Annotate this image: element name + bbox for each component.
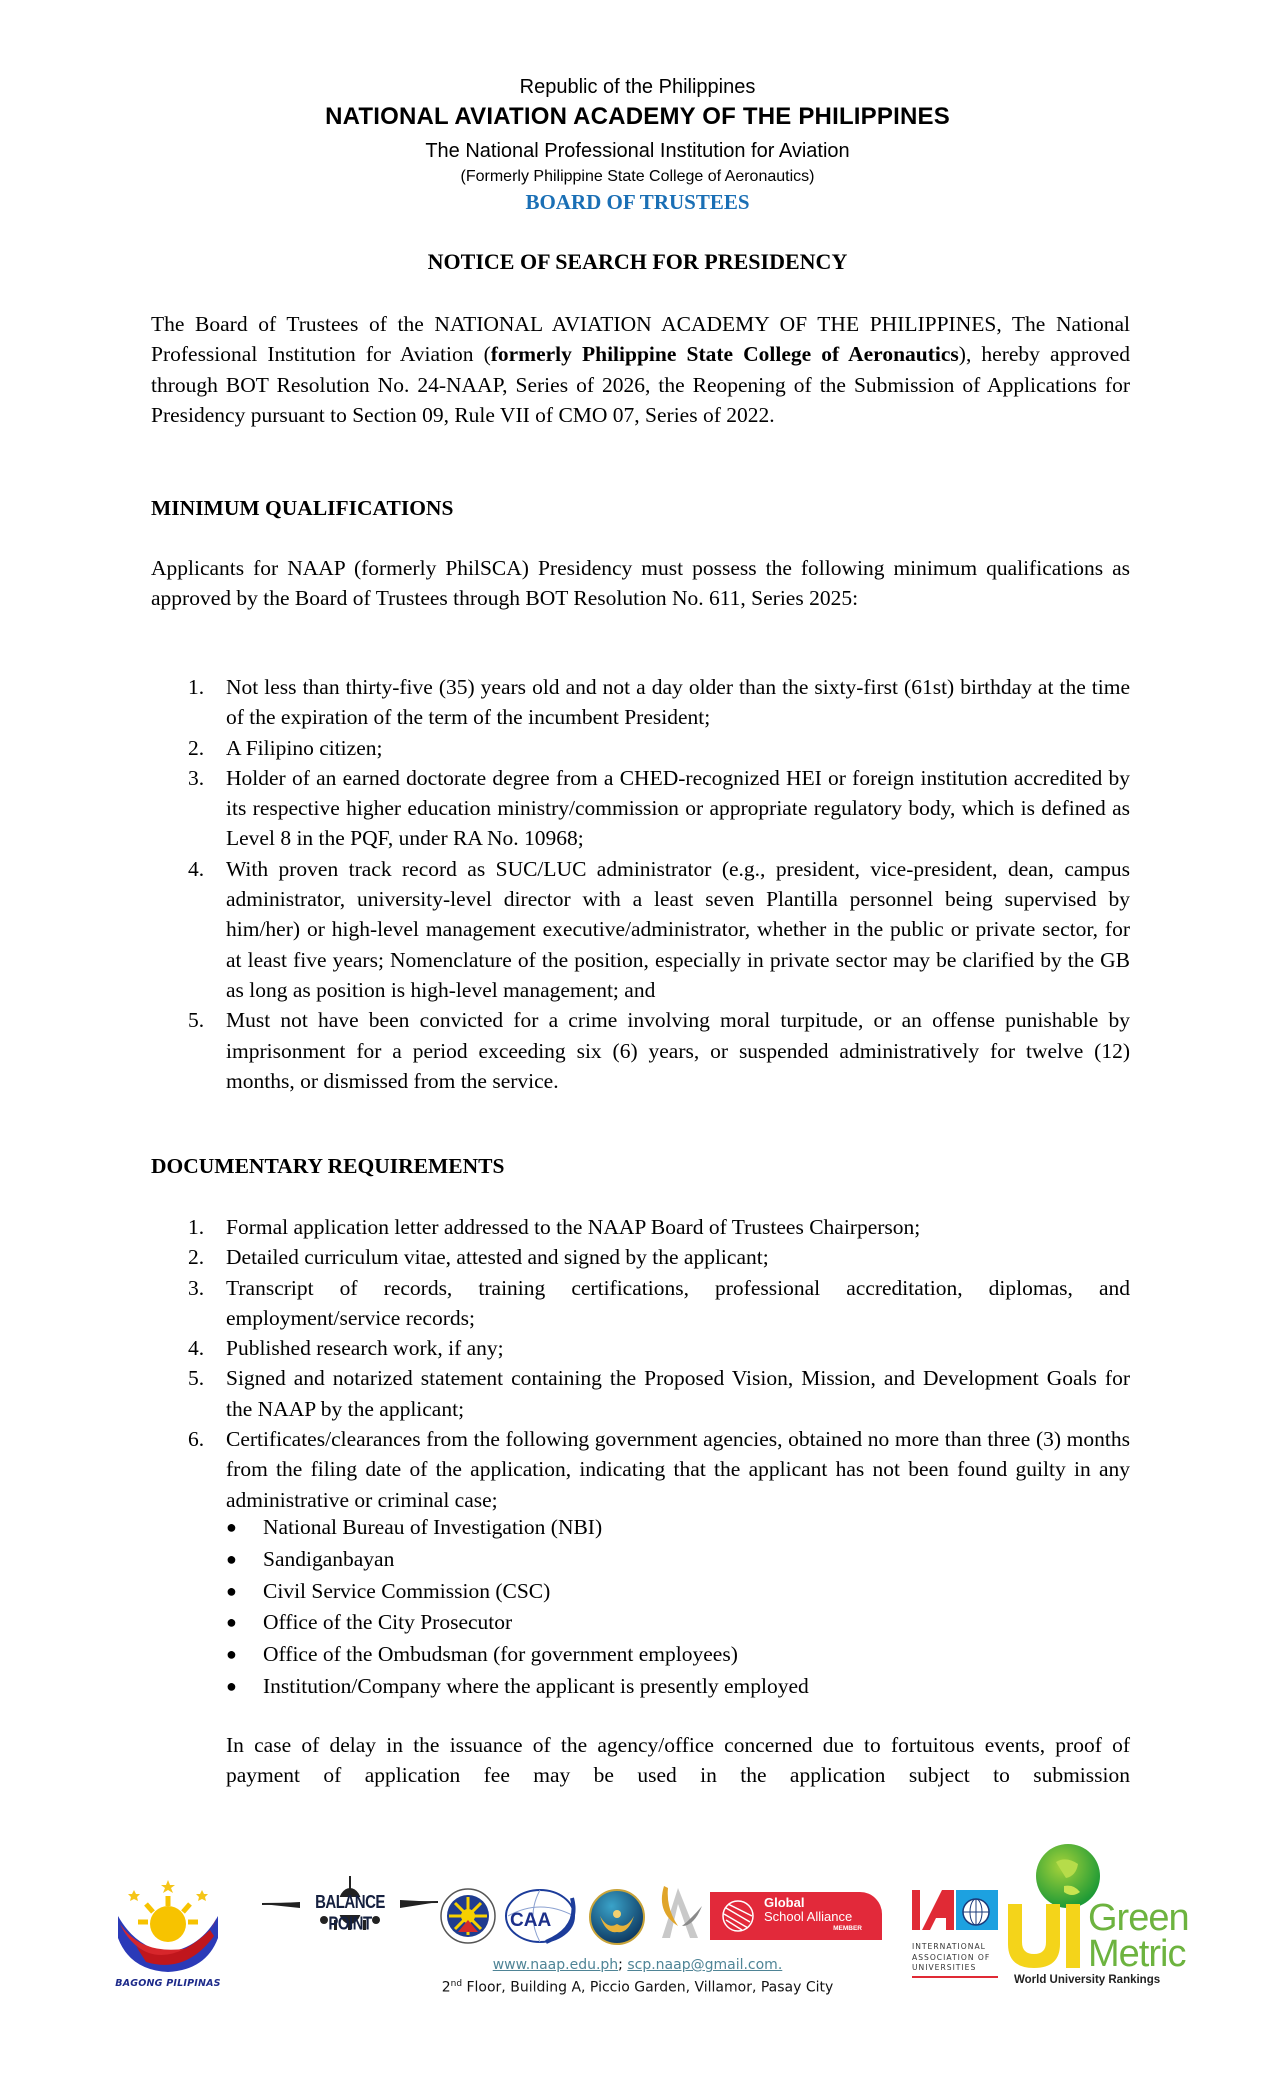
- bullet-icon: ●: [226, 1644, 237, 1665]
- list-item-text: With proven track record as SUC/LUC administrator (e.g., president, vice-president, dean, campus administrator, university-level director with a least seven Plantilla personnel being supervised by him/her) or high-level management executive/administrator, whether in the public or private sector, for at least five years; Nomenclature of the position, especially in private sector may be clarified by the GB as long as position is high-level management; and: [226, 856, 1130, 1002]
- winged-a-icon: [654, 1882, 706, 1946]
- list-number: 4.: [188, 1336, 205, 1361]
- list-number: 3.: [188, 765, 205, 790]
- list-item: [151, 1005, 1130, 1096]
- caa-text: CAA: [510, 1910, 552, 1931]
- intro-bold-text: formerly Philippine State College of Aeronautics: [490, 342, 959, 367]
- aaccup-seal-icon: [588, 1888, 646, 1946]
- header-republic: Republic of the Philippines: [519, 76, 756, 98]
- address-text: Floor, Building A, Piccio Garden, Villamor, Pasay City: [462, 1979, 834, 1996]
- agencies-list-block: [151, 1512, 1130, 1703]
- agency-item: [151, 1671, 1130, 1703]
- list-item: [151, 733, 1130, 763]
- list-item-text: Not less than thirty-five (35) years old and not a day older than the sixty-first (61st) birthday at the time of the expiration of the term of the incumbent President;: [226, 675, 1130, 730]
- list-item: [151, 672, 1130, 733]
- address-floor-suffix: nd: [450, 1979, 463, 1989]
- balance-point-text: BALANCE POINT: [315, 1891, 385, 1935]
- greenmetric-text-metric: Metric: [1088, 1933, 1186, 1975]
- list-item: [151, 1424, 1130, 1515]
- agencies-list: [151, 1512, 1130, 1703]
- link-separator: ;: [618, 1957, 628, 1973]
- iau-divider: [912, 1976, 998, 1978]
- bullet-icon: ●: [226, 1548, 237, 1569]
- list-item-text: Must not have been convicted for a crime involving moral turpitude, or an offense punishable by imprisonment for a period exceeding six (6) years, or suspended administratively for twelve (12) months, or dismissed from the service.: [226, 1008, 1130, 1093]
- iau-text-line2: ASSOCIATION OF: [912, 1952, 991, 1962]
- header-board-of-trustees: BOARD OF TRUSTEES: [525, 190, 750, 214]
- bullet-icon: ●: [226, 1675, 237, 1696]
- agency-text: Office of the City Prosecutor: [263, 1610, 513, 1635]
- list-number: 1.: [188, 1215, 205, 1239]
- list-item-text: Signed and notarized statement containing the Proposed Vision, Mission, and Development Goals for the NAAP by the applicant;: [226, 1366, 1130, 1421]
- global-school-alliance-logo: [710, 1892, 882, 1940]
- intro-paragraph: [151, 309, 1130, 430]
- list-number: 2.: [188, 735, 205, 760]
- list-item: [151, 1363, 1130, 1424]
- agency-item: [151, 1576, 1130, 1608]
- agency-text: Sandiganbayan: [263, 1546, 395, 1571]
- iau-emblem-icon: [912, 1890, 998, 1934]
- list-item-text: A Filipino citizen;: [226, 735, 383, 760]
- minimum-qualifications-section: [151, 493, 1130, 523]
- footer-address: [0, 1979, 1275, 1996]
- header-formerly: (Formerly Philippine State College of Aeronautics): [460, 168, 815, 185]
- agency-text: Civil Service Commission (CSC): [263, 1578, 551, 1603]
- list-item: [151, 1212, 1130, 1242]
- bullet-icon: ●: [226, 1517, 237, 1537]
- iau-text-line3: UNIVERSITIES: [912, 1963, 977, 1972]
- list-item-text: Holder of an earned doctorate degree from a CHED-recognized HEI or foreign institution accredited by its respective higher education ministry/commission or appropriate regulatory body, which is defined as Level 8 in the PQF, under RA No. 10968;: [226, 765, 1130, 851]
- list-number: 3.: [188, 1275, 205, 1300]
- list-number: 6.: [188, 1427, 205, 1452]
- minimum-qualifications-intro: Applicants for NAAP (formerly PhilSCA) Presidency must possess the following minimum qualifications as approved by the Board of Trustees through BOT Resolution No. 611, Series 2025:: [151, 556, 1130, 611]
- list-item-text: Detailed curriculum vitae, attested and signed by the applicant;: [226, 1245, 769, 1270]
- aaccup-logo: [588, 1888, 646, 1946]
- intro-section: [151, 309, 1130, 430]
- balance-point-logo: [262, 1876, 438, 1938]
- qualifications-list: [151, 672, 1130, 1096]
- agency-text: National Bureau of Investigation (NBI): [263, 1515, 603, 1539]
- list-item: [151, 1242, 1130, 1272]
- list-item: [151, 854, 1130, 1005]
- header-academy-name: NATIONAL AVIATION ACADEMY OF THE PHILIPPINES: [325, 103, 950, 130]
- globe-lines-icon: [718, 1896, 758, 1936]
- agency-text: Institution/Company where the applicant is presently employed: [263, 1673, 809, 1698]
- agency-item: [151, 1607, 1130, 1639]
- documentary-requirements-heading: DOCUMENTARY REQUIREMENTS: [151, 1154, 505, 1178]
- email-link[interactable]: scp.naap@gmail.com.: [627, 1957, 783, 1973]
- list-item-text: Formal application letter addressed to the NAAP Board of Trustees Chairperson;: [226, 1215, 921, 1239]
- gsa-text-school-alliance: School Alliance: [764, 1909, 853, 1924]
- iau-text-line1: INTERNATIONAL: [912, 1942, 986, 1951]
- footer-contact-links: [0, 1957, 1275, 1973]
- documentary-requirements-section: [151, 1151, 1130, 1181]
- list-item: [151, 763, 1130, 854]
- caa-logo: [502, 1888, 580, 1944]
- address-floor-number: 2: [441, 1979, 451, 1996]
- list-number: 5.: [188, 1366, 205, 1391]
- requirements-list: [151, 1212, 1130, 1515]
- greenmetric-text-green: Green: [1088, 1897, 1189, 1939]
- list-item-text: Certificates/clearances from the following government agencies, obtained no more than three (3) months from the filing date of the application, indicating that the applicant has not been found guilty in any administrative or criminal case;: [226, 1427, 1130, 1512]
- ched-seal-icon: [440, 1888, 496, 1944]
- list-item-text: Transcript of records, training certifications, professional accreditation, diplomas, and employment/service records;: [226, 1275, 1130, 1330]
- requirements-list-block: [151, 1212, 1130, 1515]
- website-link[interactable]: www.naap.edu.ph: [492, 1957, 619, 1973]
- list-number: 4.: [188, 856, 205, 881]
- delay-note-block: [226, 1730, 1130, 1791]
- agency-item: [151, 1512, 1130, 1544]
- notice-title: NOTICE OF SEARCH FOR PRESIDENCY: [427, 249, 848, 274]
- list-item: [151, 1333, 1130, 1363]
- list-number: 1.: [188, 675, 205, 699]
- agency-item: [151, 1639, 1130, 1671]
- minimum-qualifications-heading: MINIMUM QUALIFICATIONS: [151, 496, 454, 520]
- bullet-icon: ●: [226, 1612, 237, 1633]
- ched-seal-logo: [440, 1888, 496, 1944]
- header-institution: The National Professional Institution for Aviation: [425, 140, 850, 162]
- intro-text-1: The Board of Trustees of the NATIONAL AVIATION ACADEMY OF THE PHILIPPINES, The National Professional Institution for Aviation (: [151, 312, 1130, 367]
- greenmetric-text-rankings: World University Rankings: [1014, 1974, 1161, 1986]
- list-item: [151, 1273, 1130, 1334]
- list-number: 2.: [188, 1245, 205, 1270]
- bullet-icon: ●: [226, 1580, 237, 1601]
- gsa-text-global: Global: [764, 1895, 805, 1910]
- bagong-pilipinas-text: BAGONG PILIPINAS: [115, 1978, 221, 1989]
- list-number: 5.: [188, 1008, 205, 1033]
- delay-note: In case of delay in the issuance of the agency/office concerned due to fortuitous events, proof of payment of application fee may be used in the application subject to submission: [226, 1733, 1130, 1788]
- agency-text: Office of the Ombudsman (for government employees): [263, 1642, 738, 1667]
- intro-text-2: ), hereby approved through BOT Resolution No. 24-NAAP, Series of 2026, the Reopening of the Submission of Applications for Presidency pursuant to Section 09, Rule VII of CMO 07, Series of 2022.: [151, 342, 1131, 427]
- list-item-text: Published research work, if any;: [226, 1336, 504, 1361]
- agency-item: [151, 1544, 1130, 1576]
- alicanto-logo: [654, 1882, 706, 1946]
- minimum-qualifications-intro-block: [151, 553, 1130, 614]
- qualifications-list-block: [151, 672, 1130, 1096]
- gsa-text-member: MEMBER: [833, 1925, 862, 1932]
